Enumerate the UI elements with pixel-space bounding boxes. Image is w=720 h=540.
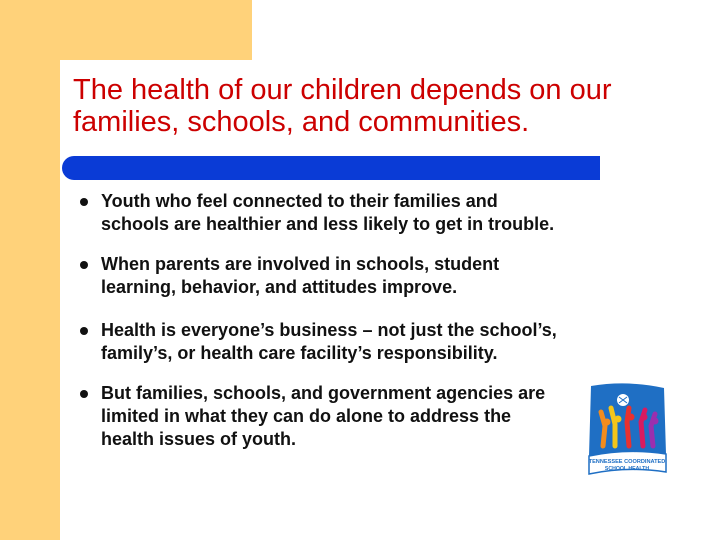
- bullet-item: [80, 319, 560, 365]
- bullet-item: [80, 382, 560, 451]
- bullet-text: Youth who feel connected to their families and schools are healthier and less likely to get in trouble.: [101, 191, 555, 234]
- bullet-dot-icon: [80, 390, 88, 398]
- bullet-dot-icon: [80, 261, 88, 269]
- bullet-text: But families, schools, and government agencies are limited in what they can do alone to address the health issues of youth.: [101, 383, 546, 449]
- bullet-item: [80, 253, 560, 299]
- bullet-dot-icon: [80, 327, 88, 335]
- bullet-dot-icon: [80, 198, 88, 206]
- top-accent-block: [0, 0, 252, 60]
- svg-text:SCHOOL HEALTH: SCHOOL HEALTH: [604, 466, 650, 472]
- bullet-list: [80, 190, 560, 451]
- svg-text:TENNESSEE COORDINATED: TENNESSEE COORDINATED: [588, 459, 666, 465]
- slide-title: The health of our children depends on our families, schools, and communities.: [73, 74, 612, 138]
- bullet-text: When parents are involved in schools, student learning, behavior, and attitudes improve.: [101, 254, 500, 297]
- title-divider-bar: [62, 156, 600, 180]
- bullet-text: Health is everyone’s business – not just the school’s, family’s, or health care facility’s responsibility.: [101, 320, 557, 363]
- left-accent-strip: [0, 0, 60, 540]
- bullet-item: [80, 190, 560, 236]
- tennessee-school-health-logo: [585, 382, 670, 476]
